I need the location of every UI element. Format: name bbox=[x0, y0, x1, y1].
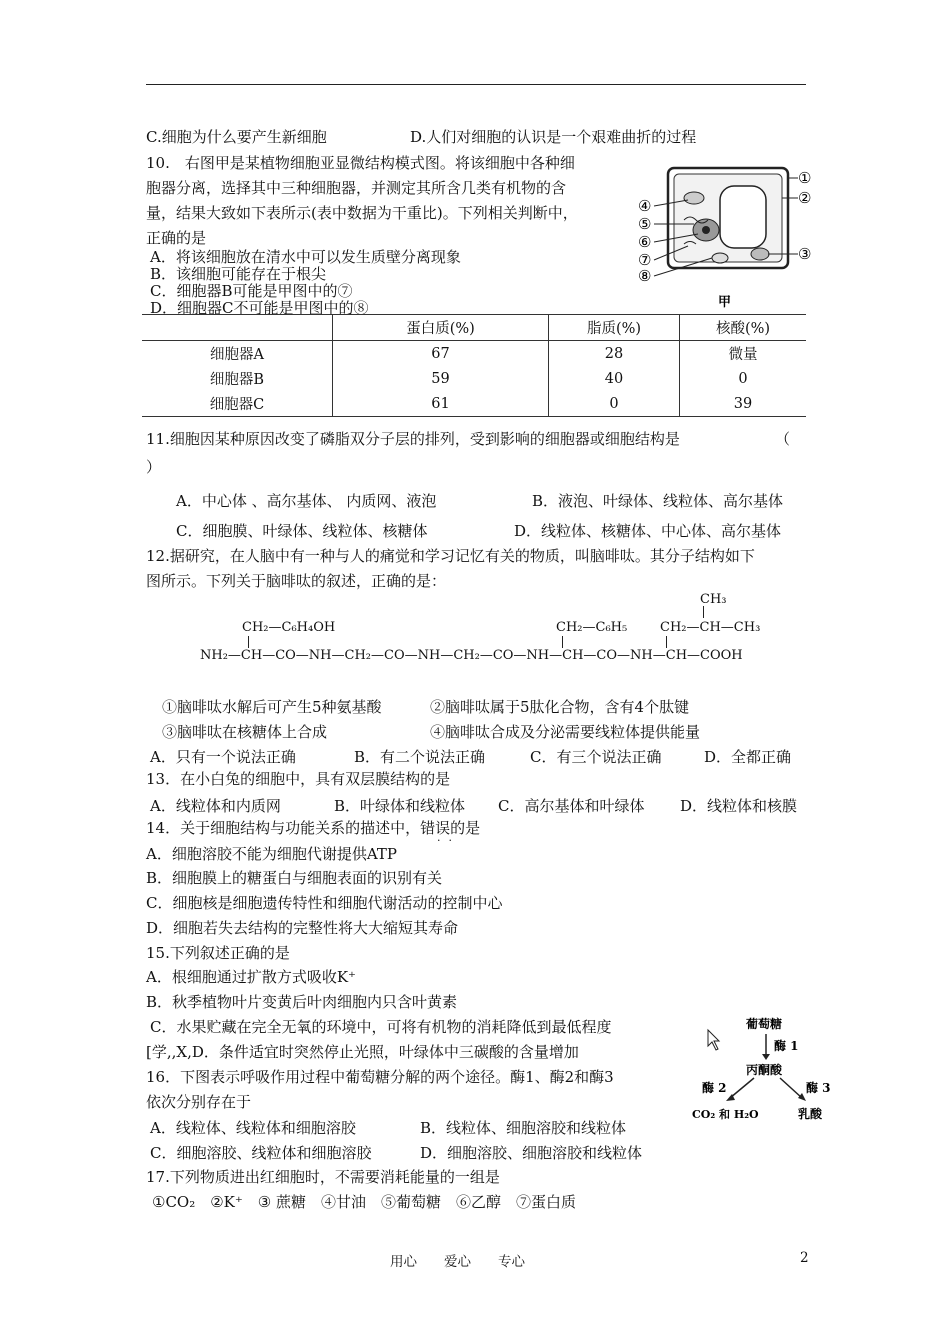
q12-option-c: C．有三个说法正确 bbox=[530, 748, 662, 766]
q10-option-d: D．细胞器C不可能是甲图中的⑧ bbox=[150, 299, 369, 317]
formula-bond bbox=[666, 636, 667, 648]
q10-option-b: B．该细胞可能存在于根尖 bbox=[150, 265, 327, 283]
table-header-cell bbox=[142, 315, 333, 341]
lactic-acid-label: 乳酸 bbox=[798, 1107, 823, 1121]
q12-option-b: B．有二个说法正确 bbox=[354, 748, 486, 766]
pyruvate-label: 丙酮酸 bbox=[746, 1063, 783, 1077]
q12-option-d: D．全都正确 bbox=[704, 748, 792, 766]
q11-option-a: A．中心体 、高尔基体、 内质网、液泡 bbox=[176, 492, 437, 510]
q16-option-c: C．细胞溶胶、线粒体和细胞溶胶 bbox=[150, 1144, 372, 1162]
formula-bond bbox=[248, 636, 249, 648]
enzyme1-label: 酶 1 bbox=[774, 1039, 799, 1053]
table-cell: 细胞器B bbox=[209, 372, 265, 388]
q16-option-d: D．细胞溶胶、细胞溶胶和线粒体 bbox=[420, 1144, 643, 1162]
cell-label-2: ② bbox=[798, 189, 812, 207]
cursor-icon bbox=[708, 1030, 719, 1050]
q15-stem: 15.下列叙述正确的是 bbox=[146, 944, 290, 962]
table-header-row bbox=[142, 315, 806, 341]
enzyme2-label: 酶 2 bbox=[702, 1081, 727, 1095]
q13-option-b: B．叶绿体和线粒体 bbox=[334, 797, 466, 815]
formula-side-chain-phe: CH₂—C₆H₅ bbox=[556, 620, 628, 635]
table-cell: 28 bbox=[549, 341, 680, 367]
q16-option-a: A．线粒体、线粒体和细胞溶胶 bbox=[150, 1119, 356, 1137]
q13-stem: 13．在小白兔的细胞中，具有双层膜结构的是 bbox=[146, 770, 451, 788]
plant-cell-diagram bbox=[632, 160, 822, 315]
q10-stem-3: 量，结果大致如下表所示(表中数据为干重比)。下列相关判断中， bbox=[146, 204, 578, 222]
q11-option-d: D．线粒体、核糖体、中心体、高尔基体 bbox=[514, 522, 782, 540]
cell-label-8: ⑧ bbox=[638, 267, 652, 285]
q14-option-a: A．细胞溶胶不能为细胞代谢提供ATP bbox=[146, 845, 397, 863]
page-number: 2 bbox=[800, 1250, 809, 1266]
q9-option-d: D.人们对细胞的认识是一个艰难曲折的过程 bbox=[410, 128, 697, 146]
cell-label-1: ① bbox=[798, 169, 812, 187]
q13-option-a: A．线粒体和内质网 bbox=[150, 797, 281, 815]
cell-label-6: ⑥ bbox=[638, 233, 652, 251]
q14-option-c: C．细胞核是细胞遗传特性和细胞代谢活动的控制中心 bbox=[146, 894, 503, 912]
q15-option-c: C．水果贮藏在完全无氧的环境中，可将有机物的消耗降低到最低程度 bbox=[150, 1018, 612, 1036]
co2-h2o-label: CO₂ 和 H₂O bbox=[692, 1108, 759, 1121]
emphasis-dots: ·· bbox=[437, 834, 460, 847]
q10-stem-2: 胞器分离，选择其中三种细胞器，并测定其所含几类有机物的含 bbox=[146, 179, 567, 197]
table-cell: 0 bbox=[549, 391, 680, 417]
q11-paren-close: ） bbox=[146, 458, 162, 476]
table-cell: 细胞器A bbox=[210, 347, 264, 363]
formula-bond bbox=[703, 606, 704, 618]
table-header-cell: 蛋白质(%) bbox=[333, 315, 549, 341]
organelle-table bbox=[142, 314, 806, 417]
q13-option-d: D．线粒体和核膜 bbox=[680, 797, 798, 815]
q17-substances: ①CO₂ ②K⁺ ③ 蔗糖 ④甘油 ⑤葡萄糖 ⑥乙醇 ⑦蛋白质 bbox=[152, 1193, 577, 1211]
q11-paren-open: （ bbox=[775, 430, 791, 448]
cell-label-5: ⑤ bbox=[638, 215, 652, 233]
q14-stem: 14．关于细胞结构与功能关系的描述中，错误的是 bbox=[146, 819, 481, 837]
q14-option-d: D．细胞若失去结构的完整性将大大缩短其寿命 bbox=[146, 919, 459, 937]
q12-statement-2: ②脑啡呔属于5肽化合物，含有4个肽键 bbox=[430, 698, 690, 716]
q9-option-c: C.细胞为什么要产生新细胞 bbox=[146, 128, 327, 146]
q11-option-b: B．液泡、叶绿体、线粒体、高尔基体 bbox=[532, 492, 784, 510]
q11-stem: 11.细胞因某种原因改变了磷脂双分子层的排列，受到影响的细胞器或细胞结构是 bbox=[146, 430, 680, 448]
q10-stem-4: 正确的是 bbox=[146, 229, 207, 247]
cell-label-3: ③ bbox=[798, 245, 812, 263]
q15-option-a: A．根细胞通过扩散方式吸收K⁺ bbox=[146, 968, 356, 986]
formula-backbone: NH₂—CH—CO—NH—CH₂—CO—NH—CH₂—CO—NH—CH—CO—NH—CH—COOH bbox=[200, 648, 743, 663]
table-row bbox=[142, 341, 806, 367]
q15-option-d: [学,,X,D．条件适宜时突然停止光照，叶绿体中三碳酸的含量增加 bbox=[146, 1043, 579, 1061]
table-row bbox=[142, 391, 806, 417]
table-cell: 40 bbox=[549, 366, 680, 391]
q10-stem-1: 10. 右图甲是某植物细胞亚显微结构模式图。将该细胞中各种细 bbox=[146, 154, 575, 172]
q10-option-c: C．细胞器B可能是甲图中的⑦ bbox=[150, 282, 353, 300]
table-row bbox=[142, 366, 806, 391]
enkephalin-structure bbox=[200, 592, 800, 668]
q16-stem-2: 依次分别存在于 bbox=[146, 1093, 252, 1111]
q16-stem-1: 16．下图表示呼吸作用过程中葡萄糖分解的两个途径。酶1、酶2和酶3 bbox=[146, 1068, 614, 1086]
table-header-cell: 核酸(%) bbox=[680, 315, 807, 341]
q16-option-b: B．线粒体、细胞溶胶和线粒体 bbox=[420, 1119, 627, 1137]
header-rule bbox=[146, 84, 806, 85]
formula-side-chain-tyr: CH₂—C₆H₄OH bbox=[242, 620, 336, 635]
q12-statement-3: ③脑啡呔在核糖体上合成 bbox=[162, 723, 328, 741]
q12-statement-4: ④脑啡呔合成及分泌需要线粒体提供能量 bbox=[430, 723, 701, 741]
table-cell: 细胞器C bbox=[142, 391, 333, 417]
q12-stem-1: 12.据研究，在人脑中有一种与人的痛觉和学习记忆有关的物质，叫脑啡呔。其分子结构如下 bbox=[146, 547, 755, 565]
q11-option-c: C．细胞膜、叶绿体、线粒体、核糖体 bbox=[176, 522, 428, 540]
q14-option-b: B．细胞膜上的糖蛋白与细胞表面的识别有关 bbox=[146, 869, 443, 887]
q13-option-c: C．高尔基体和叶绿体 bbox=[498, 797, 645, 815]
formula-ch3-top: CH₃ bbox=[700, 592, 727, 607]
q12-option-a: A．只有一个说法正确 bbox=[150, 748, 296, 766]
table-cell: 59 bbox=[333, 366, 549, 391]
q10-option-a: A．将该细胞放在清水中可以发生质壁分离现象 bbox=[150, 248, 461, 266]
glucose-label: 葡萄糖 bbox=[746, 1017, 783, 1031]
cell-diagram-caption: 甲 bbox=[718, 295, 732, 310]
table-cell: 67 bbox=[333, 341, 549, 367]
table-header-cell: 脂质(%) bbox=[549, 315, 680, 341]
formula-bond bbox=[562, 636, 563, 648]
q12-stem-2: 图所示。下列关于脑啡呔的叙述，正确的是： bbox=[146, 572, 447, 590]
respiration-pathway-diagram bbox=[690, 1012, 840, 1130]
q17-stem: 17.下列物质进出红细胞时，不需要消耗能量的一组是 bbox=[146, 1168, 500, 1186]
table-cell: 61 bbox=[333, 391, 549, 417]
footer-motto: 用心 爱心 专心 bbox=[390, 1254, 525, 1270]
cell-label-4: ④ bbox=[638, 197, 652, 215]
table-cell: 0 bbox=[680, 366, 807, 391]
q12-statement-1: ①脑啡呔水解后可产生5种氨基酸 bbox=[162, 698, 382, 716]
enzyme3-label: 酶 3 bbox=[806, 1081, 831, 1095]
formula-side-chain-leu: CH₂—CH—CH₃ bbox=[660, 620, 761, 635]
q15-option-b: B．秋季植物叶片变黄后叶肉细胞内只含叶黄素 bbox=[146, 993, 458, 1011]
table-cell: 微量 bbox=[680, 341, 807, 367]
table-cell: 39 bbox=[680, 391, 807, 417]
cell-label-7: ⑦ bbox=[638, 251, 652, 269]
